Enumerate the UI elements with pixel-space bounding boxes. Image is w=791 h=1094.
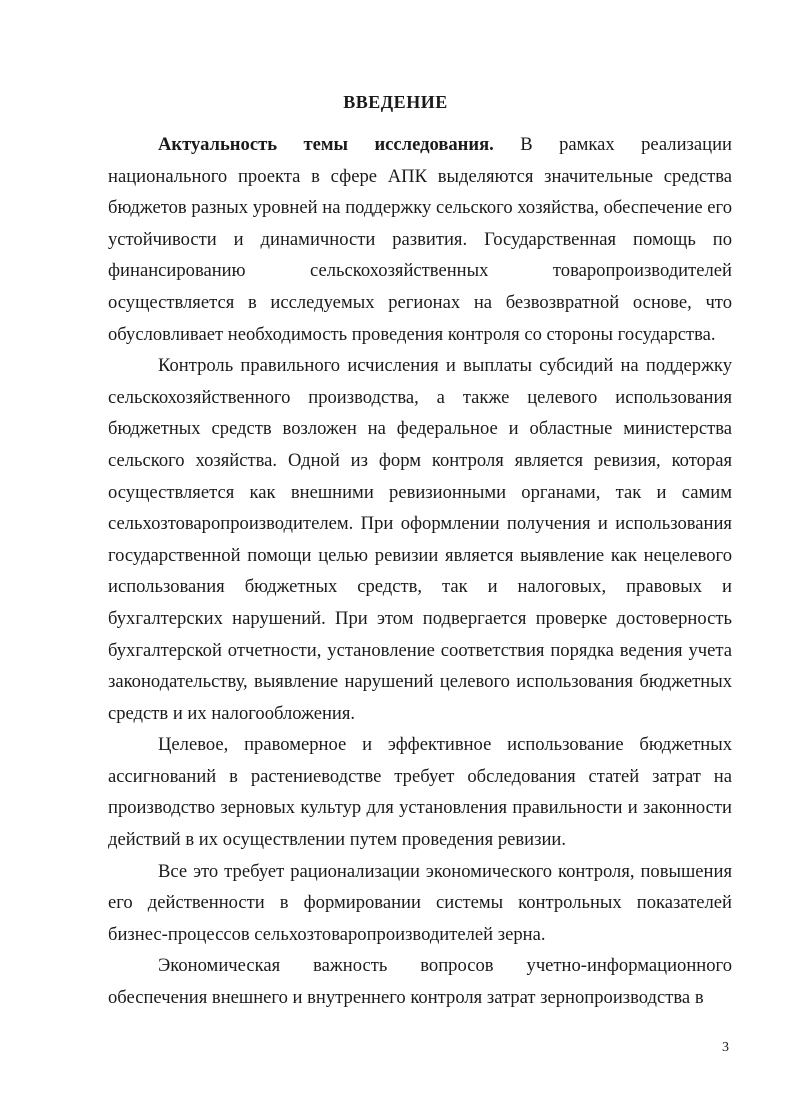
- paragraph-target-use: Целевое, правомерное и эффективное использование бюджетных ассигнований в растениеводстве требует обследования статей затрат на производство зерновых культур для установления правильности и законности действий в их осуществлении путем проведения ревизии.: [108, 734, 732, 851]
- paragraph-relevance: [108, 129, 732, 350]
- paragraph-rationalization: Все это требует рационализации экономического контроля, повышения его действенности в формировании системы контрольных показателей бизнес-процессов сельхозтоваропроизводителей зерна.: [108, 860, 732, 945]
- body-text: [108, 129, 732, 1014]
- paragraph-lead: Актуальность темы исследования.: [158, 134, 494, 155]
- page-heading: ВВЕДЕНИЕ: [343, 92, 448, 112]
- paragraph-text: В рамках реализации национального проекта в сфере АПК выделяются значительные средства бюджетов разных уровней на поддержку сельского хозяйства, обеспечение его устойчивости и динамичности развития. Государственная помощь по финансированию сельскохозяйственных товаропроизводителей осуществляется в исследуемых регионах на безвозвратной основе, что обусловливает необходимость проведения контроля со стороны государства.: [108, 134, 732, 345]
- paragraph-control: Контроль правильного исчисления и выплаты субсидий на поддержку сельскохозяйственного производства, а также целевого использования бюджетных средств возложен на федеральное и областные министерства сельского хозяйства. Одной из форм контроля является ревизия, которая осуществляется как внешними ревизионными органами, так и самим сельхозтоваропроизводителем. При оформлении получения и использования государственной помощи целью ревизии является выявление как нецелевого использования бюджетных средств, так и налоговых, правовых и бухгалтерских нарушений. При этом подвергается проверке достоверность бухгалтерской отчетности, установление соответствия порядка ведения учета законодательству, выявление нарушений целевого использования бюджетных средств и их налогообложения.: [108, 355, 732, 724]
- paragraph-importance: Экономическая важность вопросов учетно-информационного обеспечения внешнего и внутреннего контроля затрат зернопроизводства в: [108, 955, 732, 1009]
- page-number: 3: [722, 1040, 729, 1055]
